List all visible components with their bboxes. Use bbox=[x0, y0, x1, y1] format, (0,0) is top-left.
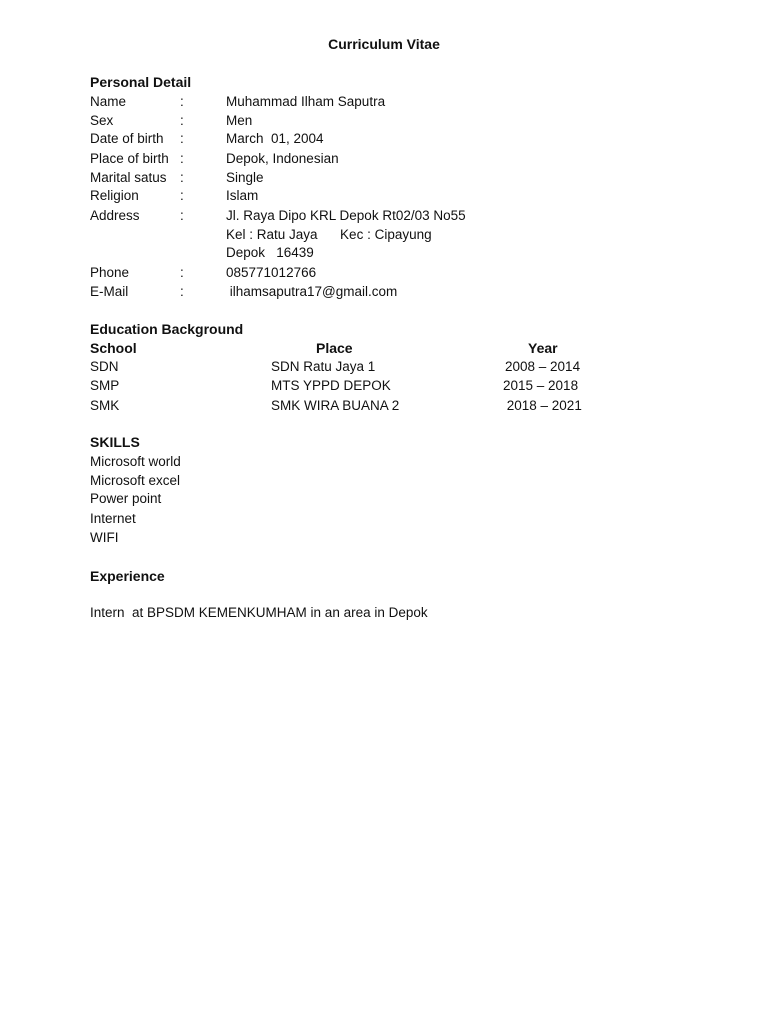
education-col-year: Year bbox=[528, 340, 558, 356]
skills-heading: SKILLS bbox=[90, 434, 140, 450]
education-row-place: MTS YPPD DEPOK bbox=[271, 378, 391, 393]
personal-value-name: Muhammad Ilham Saputra bbox=[226, 94, 386, 109]
personal-detail-heading: Personal Detail bbox=[90, 74, 192, 90]
personal-value-phone: 085771012766 bbox=[226, 265, 317, 280]
education-col-place: Place bbox=[316, 340, 353, 356]
personal-value-religion: Islam bbox=[226, 188, 259, 203]
personal-label-name: Name bbox=[90, 94, 127, 109]
personal-value-marital: Single bbox=[226, 170, 264, 185]
personal-value-sex: Men bbox=[226, 113, 253, 128]
personal-value-dob: March 01, 2004 bbox=[226, 131, 324, 146]
personal-sep-dob: : bbox=[180, 131, 184, 146]
personal-value-pob: Depok, Indonesian bbox=[226, 151, 339, 166]
education-row-place: SMK WIRA BUANA 2 bbox=[271, 398, 400, 413]
skill-item: Microsoft excel bbox=[90, 473, 181, 488]
personal-label-marital: Marital satus bbox=[90, 170, 167, 185]
personal-sep-religion: : bbox=[180, 188, 184, 203]
education-row-place: SDN Ratu Jaya 1 bbox=[271, 359, 376, 374]
skill-item: Power point bbox=[90, 491, 162, 506]
education-row-year: 2008 – 2014 bbox=[505, 359, 581, 374]
skill-item: Microsoft world bbox=[90, 454, 181, 469]
personal-label-address: Address bbox=[90, 208, 140, 223]
personal-sep-phone: : bbox=[180, 265, 184, 280]
experience-heading: Experience bbox=[90, 568, 165, 584]
personal-label-email: E-Mail bbox=[90, 284, 129, 299]
education-col-school: School bbox=[90, 340, 137, 356]
education-row-school: SMP bbox=[90, 378, 120, 393]
page-title: Curriculum Vitae bbox=[328, 36, 440, 52]
education-heading: Education Background bbox=[90, 321, 244, 337]
personal-sep-address: : bbox=[180, 208, 184, 223]
personal-sep-pob: : bbox=[180, 151, 184, 166]
personal-sep-sex: : bbox=[180, 113, 184, 128]
personal-label-pob: Place of birth bbox=[90, 151, 169, 166]
personal-value-email: ilhamsaputra17@gmail.com bbox=[226, 284, 398, 299]
education-row-year: 2015 – 2018 bbox=[503, 378, 579, 393]
education-row-school: SMK bbox=[90, 398, 120, 413]
personal-value-address-line3: Depok 16439 bbox=[226, 245, 314, 260]
skill-item: WIFI bbox=[90, 530, 119, 545]
personal-label-dob: Date of birth bbox=[90, 131, 164, 146]
education-row-year: 2018 – 2021 bbox=[503, 398, 582, 413]
personal-sep-name: : bbox=[180, 94, 184, 109]
skill-item: Internet bbox=[90, 511, 136, 526]
personal-value-address-line1: Jl. Raya Dipo KRL Depok Rt02/03 No55 bbox=[226, 208, 466, 223]
education-row-school: SDN bbox=[90, 359, 119, 374]
personal-label-religion: Religion bbox=[90, 188, 139, 203]
personal-label-sex: Sex bbox=[90, 113, 114, 128]
personal-sep-marital: : bbox=[180, 170, 184, 185]
personal-label-phone: Phone bbox=[90, 265, 130, 280]
personal-sep-email: : bbox=[180, 284, 184, 299]
personal-value-address-line2: Kel : Ratu Jaya Kec : Cipayung bbox=[226, 227, 432, 242]
experience-text: Intern at BPSDM KEMENKUMHAM in an area in Depok bbox=[90, 605, 428, 620]
